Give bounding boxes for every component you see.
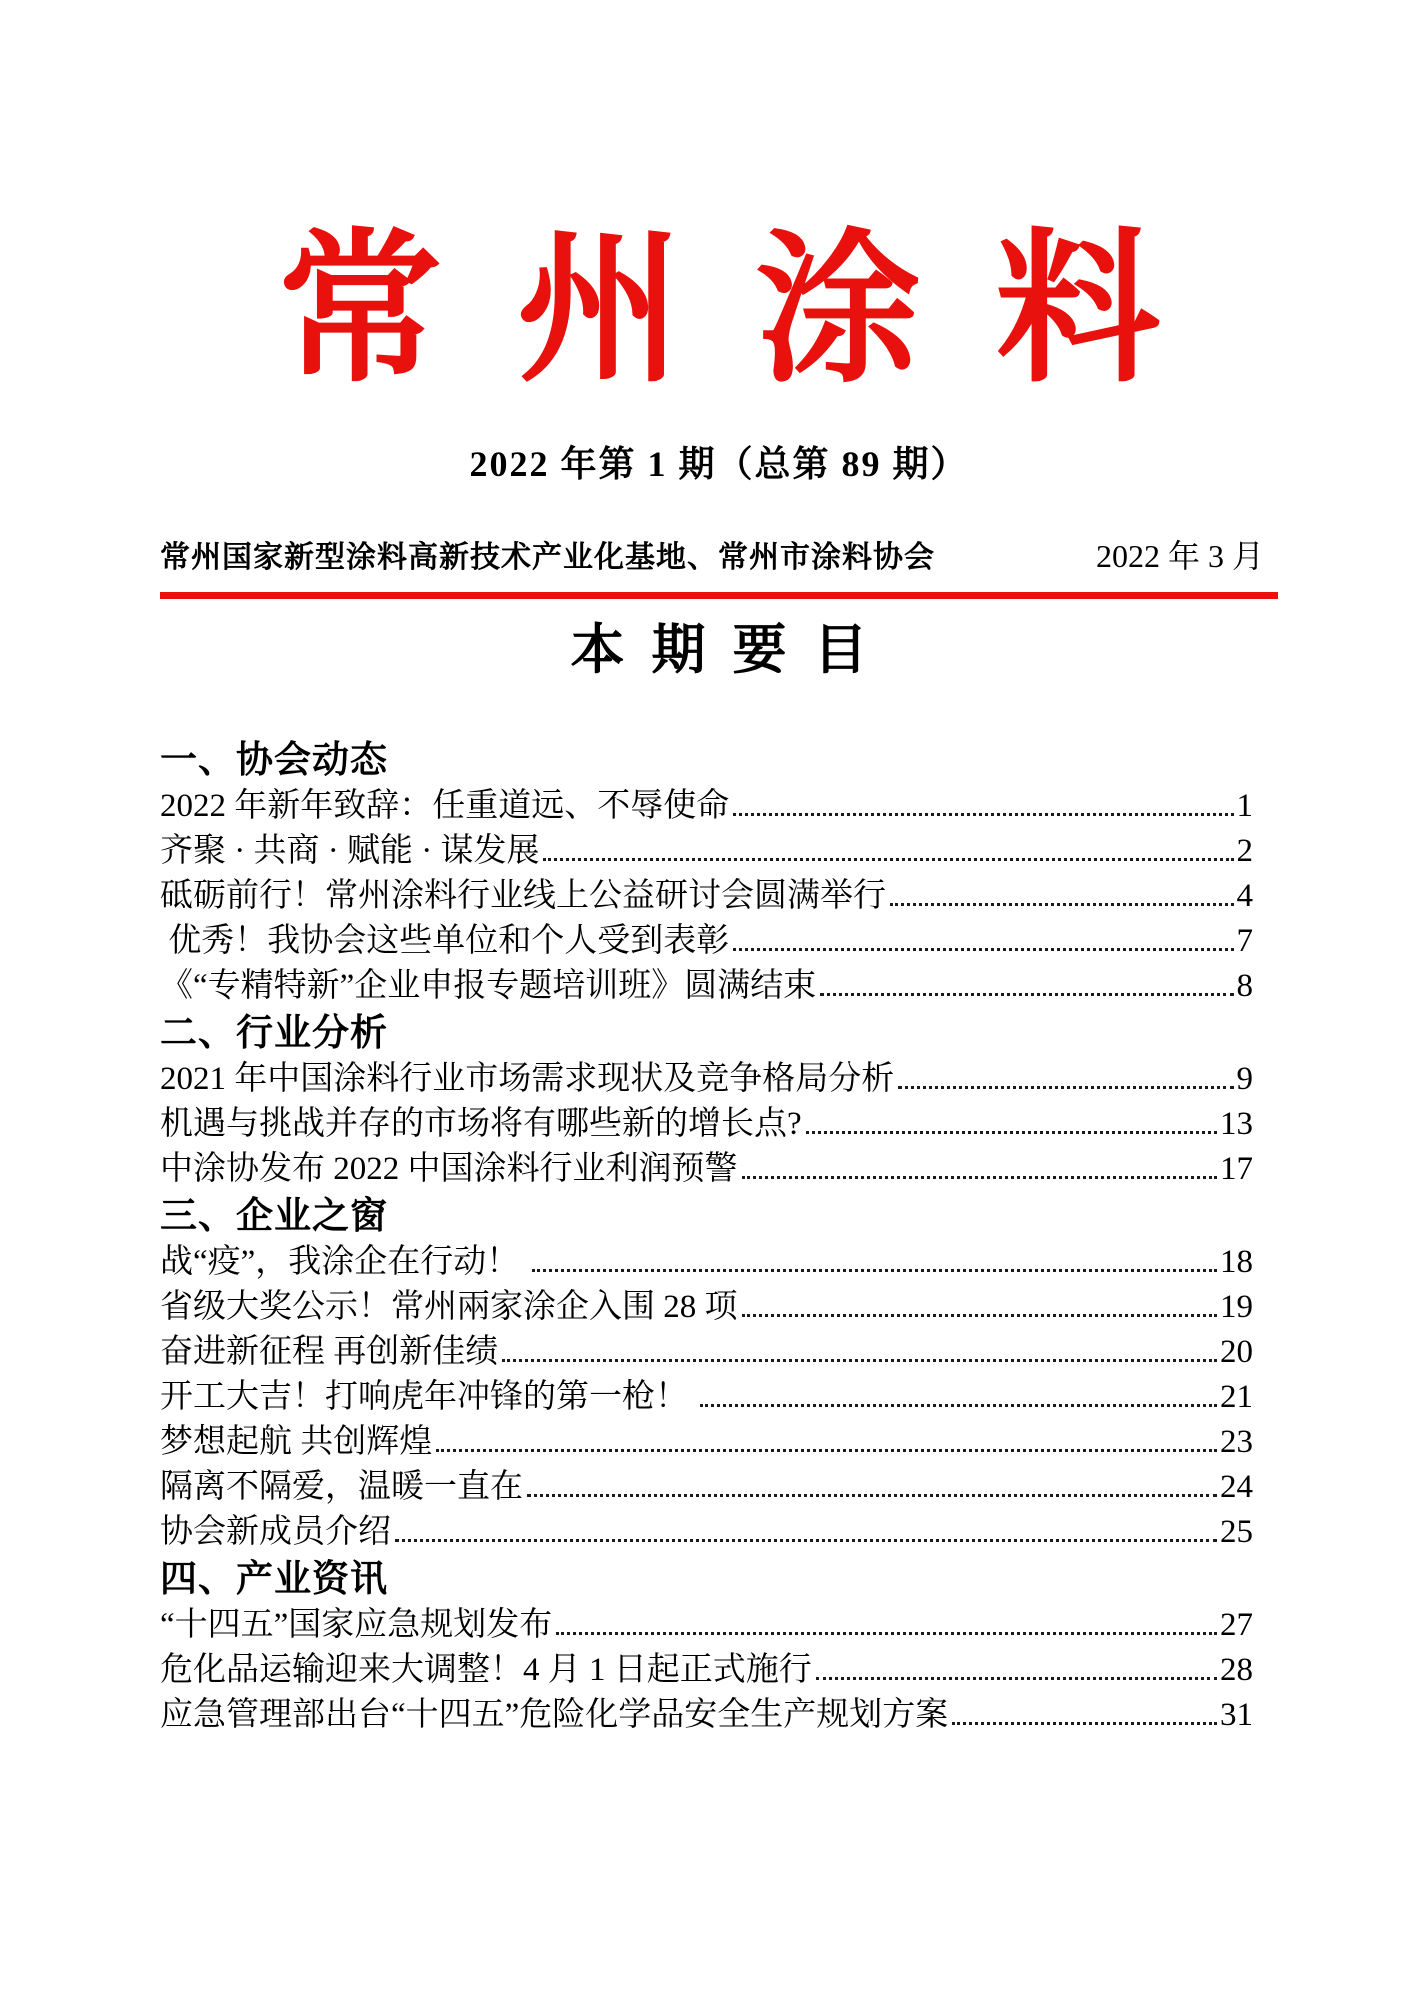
toc-section: [160, 1192, 1278, 1555]
toc-item: [160, 1285, 1278, 1330]
toc-item-title: 《“专精特新”企业申报专题培训班》圆满结束: [160, 968, 817, 1005]
publication-info-row: [160, 536, 1278, 577]
toc-item-title: 2021 年中国涂料行业市场需求现状及竞争格局分析: [160, 1061, 895, 1098]
toc-item: [160, 1420, 1278, 1465]
contents-heading-text: 本期要目: [570, 619, 895, 680]
toc-item: [160, 1057, 1278, 1102]
dot-leader: [700, 1404, 1217, 1407]
toc-item-page: 1: [1236, 788, 1253, 825]
toc-item-title: 2022 年新年致辞：任重道远、不辱使命: [160, 788, 730, 825]
toc-item-page: 20: [1220, 1334, 1253, 1371]
dot-leader: [816, 1677, 1217, 1680]
dot-leader: [436, 1449, 1217, 1452]
toc-item-title: 应急管理部出台“十四五”危险化学品安全生产规划方案: [160, 1697, 949, 1734]
toc-item-title: 战“疫”，我涂企在行动！: [160, 1244, 528, 1281]
toc-item: [160, 874, 1278, 919]
dot-leader: [527, 1494, 1217, 1497]
toc-item-page: 21: [1220, 1379, 1253, 1416]
toc-item-title: 危化品运输迎来大调整！4 月 1 日起正式施行: [160, 1652, 812, 1689]
toc-item: [160, 829, 1278, 874]
toc-item-page: 7: [1236, 923, 1253, 960]
toc-item: [160, 1375, 1278, 1420]
toc-item-title: 砥砺前行！常州涂料行业线上公益研讨会圆满举行: [160, 878, 886, 915]
toc-item: [160, 1240, 1278, 1285]
toc-item: [160, 1648, 1278, 1693]
toc-item: [160, 1147, 1278, 1192]
toc-item: [160, 1330, 1278, 1375]
toc-item-title: 协会新成员介绍: [160, 1514, 391, 1551]
toc-section-heading: 四、产业资讯: [160, 1558, 388, 1600]
toc-section: [160, 1555, 1278, 1738]
dot-leader: [502, 1359, 1217, 1362]
toc-item-title: 梦想起航 共创辉煌: [160, 1424, 433, 1461]
toc-item-page: 4: [1236, 878, 1253, 915]
dot-leader: [556, 1632, 1217, 1635]
contents-heading: [160, 621, 1278, 680]
toc-item-title: 隔离不隔爱，温暖一直在: [160, 1469, 523, 1506]
dot-leader: [742, 1176, 1218, 1179]
toc-item-title: “十四五”国家应急规划发布: [160, 1607, 553, 1644]
masthead-title-text: 常州涂料: [277, 219, 1235, 402]
toc-item: [160, 919, 1278, 964]
toc-item-page: 9: [1236, 1061, 1253, 1098]
toc-section-heading: 一、协会动态: [160, 739, 388, 781]
toc-item: [160, 1603, 1278, 1648]
toc-item: [160, 1693, 1278, 1738]
toc-item-page: 18: [1220, 1244, 1253, 1281]
masthead-title: [160, 219, 1278, 402]
toc-item-page: 24: [1220, 1469, 1253, 1506]
publication-date: 2022 年 3 月: [1095, 538, 1264, 575]
dot-leader: [890, 903, 1234, 906]
table-of-contents: [160, 736, 1278, 1738]
dot-leader: [733, 813, 1233, 816]
toc-item: [160, 1102, 1278, 1147]
dot-leader: [742, 1314, 1218, 1317]
toc-item: [160, 784, 1278, 829]
toc-item-page: 31: [1220, 1697, 1253, 1734]
toc-item-title: 省级大奖公示！常州兩家涂企入围 28 项: [160, 1289, 738, 1326]
toc-item-page: 13: [1220, 1106, 1253, 1143]
dot-leader: [952, 1722, 1217, 1725]
toc-item-page: 8: [1236, 968, 1253, 1005]
toc-section-heading: 三、企业之窗: [160, 1195, 388, 1237]
dot-leader: [543, 858, 1233, 861]
toc-item-page: 19: [1220, 1289, 1253, 1326]
toc-item-title: 中涂协发布 2022 中国涂料行业利润预警: [160, 1151, 738, 1188]
toc-item-page: 27: [1220, 1607, 1253, 1644]
dot-leader: [395, 1539, 1217, 1542]
toc-item-title: 开工大吉！打响虎年冲锋的第一枪！: [160, 1379, 697, 1416]
toc-item-page: 17: [1220, 1151, 1253, 1188]
issue-number-line: 2022 年第 1 期（总第 89 期）: [469, 444, 969, 484]
dot-leader: [806, 1131, 1217, 1134]
toc-item-page: 28: [1220, 1652, 1253, 1689]
dot-leader: [733, 948, 1233, 951]
dot-leader: [898, 1086, 1233, 1089]
toc-section-heading: 二、行业分析: [160, 1012, 388, 1054]
toc-item-title: 机遇与挑战并存的市场将有哪些新的增长点?: [160, 1106, 802, 1143]
toc-item-title: 优秀！我协会这些单位和个人受到表彰: [160, 923, 730, 960]
toc-item-title: 奋进新征程 再创新佳绩: [160, 1334, 499, 1371]
toc-section: [160, 736, 1278, 1009]
toc-item-page: 25: [1220, 1514, 1253, 1551]
toc-item-title: 齐聚 · 共商 · 赋能 · 谋发展: [160, 833, 540, 870]
toc-item: [160, 1510, 1278, 1555]
toc-item-page: 2: [1236, 833, 1253, 870]
toc-section: [160, 1009, 1278, 1192]
dot-leader: [532, 1269, 1217, 1272]
red-divider-rule: [160, 592, 1278, 599]
publisher-name: 常州国家新型涂料高新技术产业化基地、常州市涂料协会: [160, 541, 935, 575]
dot-leader: [820, 993, 1233, 996]
toc-item: [160, 964, 1278, 1009]
toc-item-page: 23: [1220, 1424, 1253, 1461]
toc-item: [160, 1465, 1278, 1510]
